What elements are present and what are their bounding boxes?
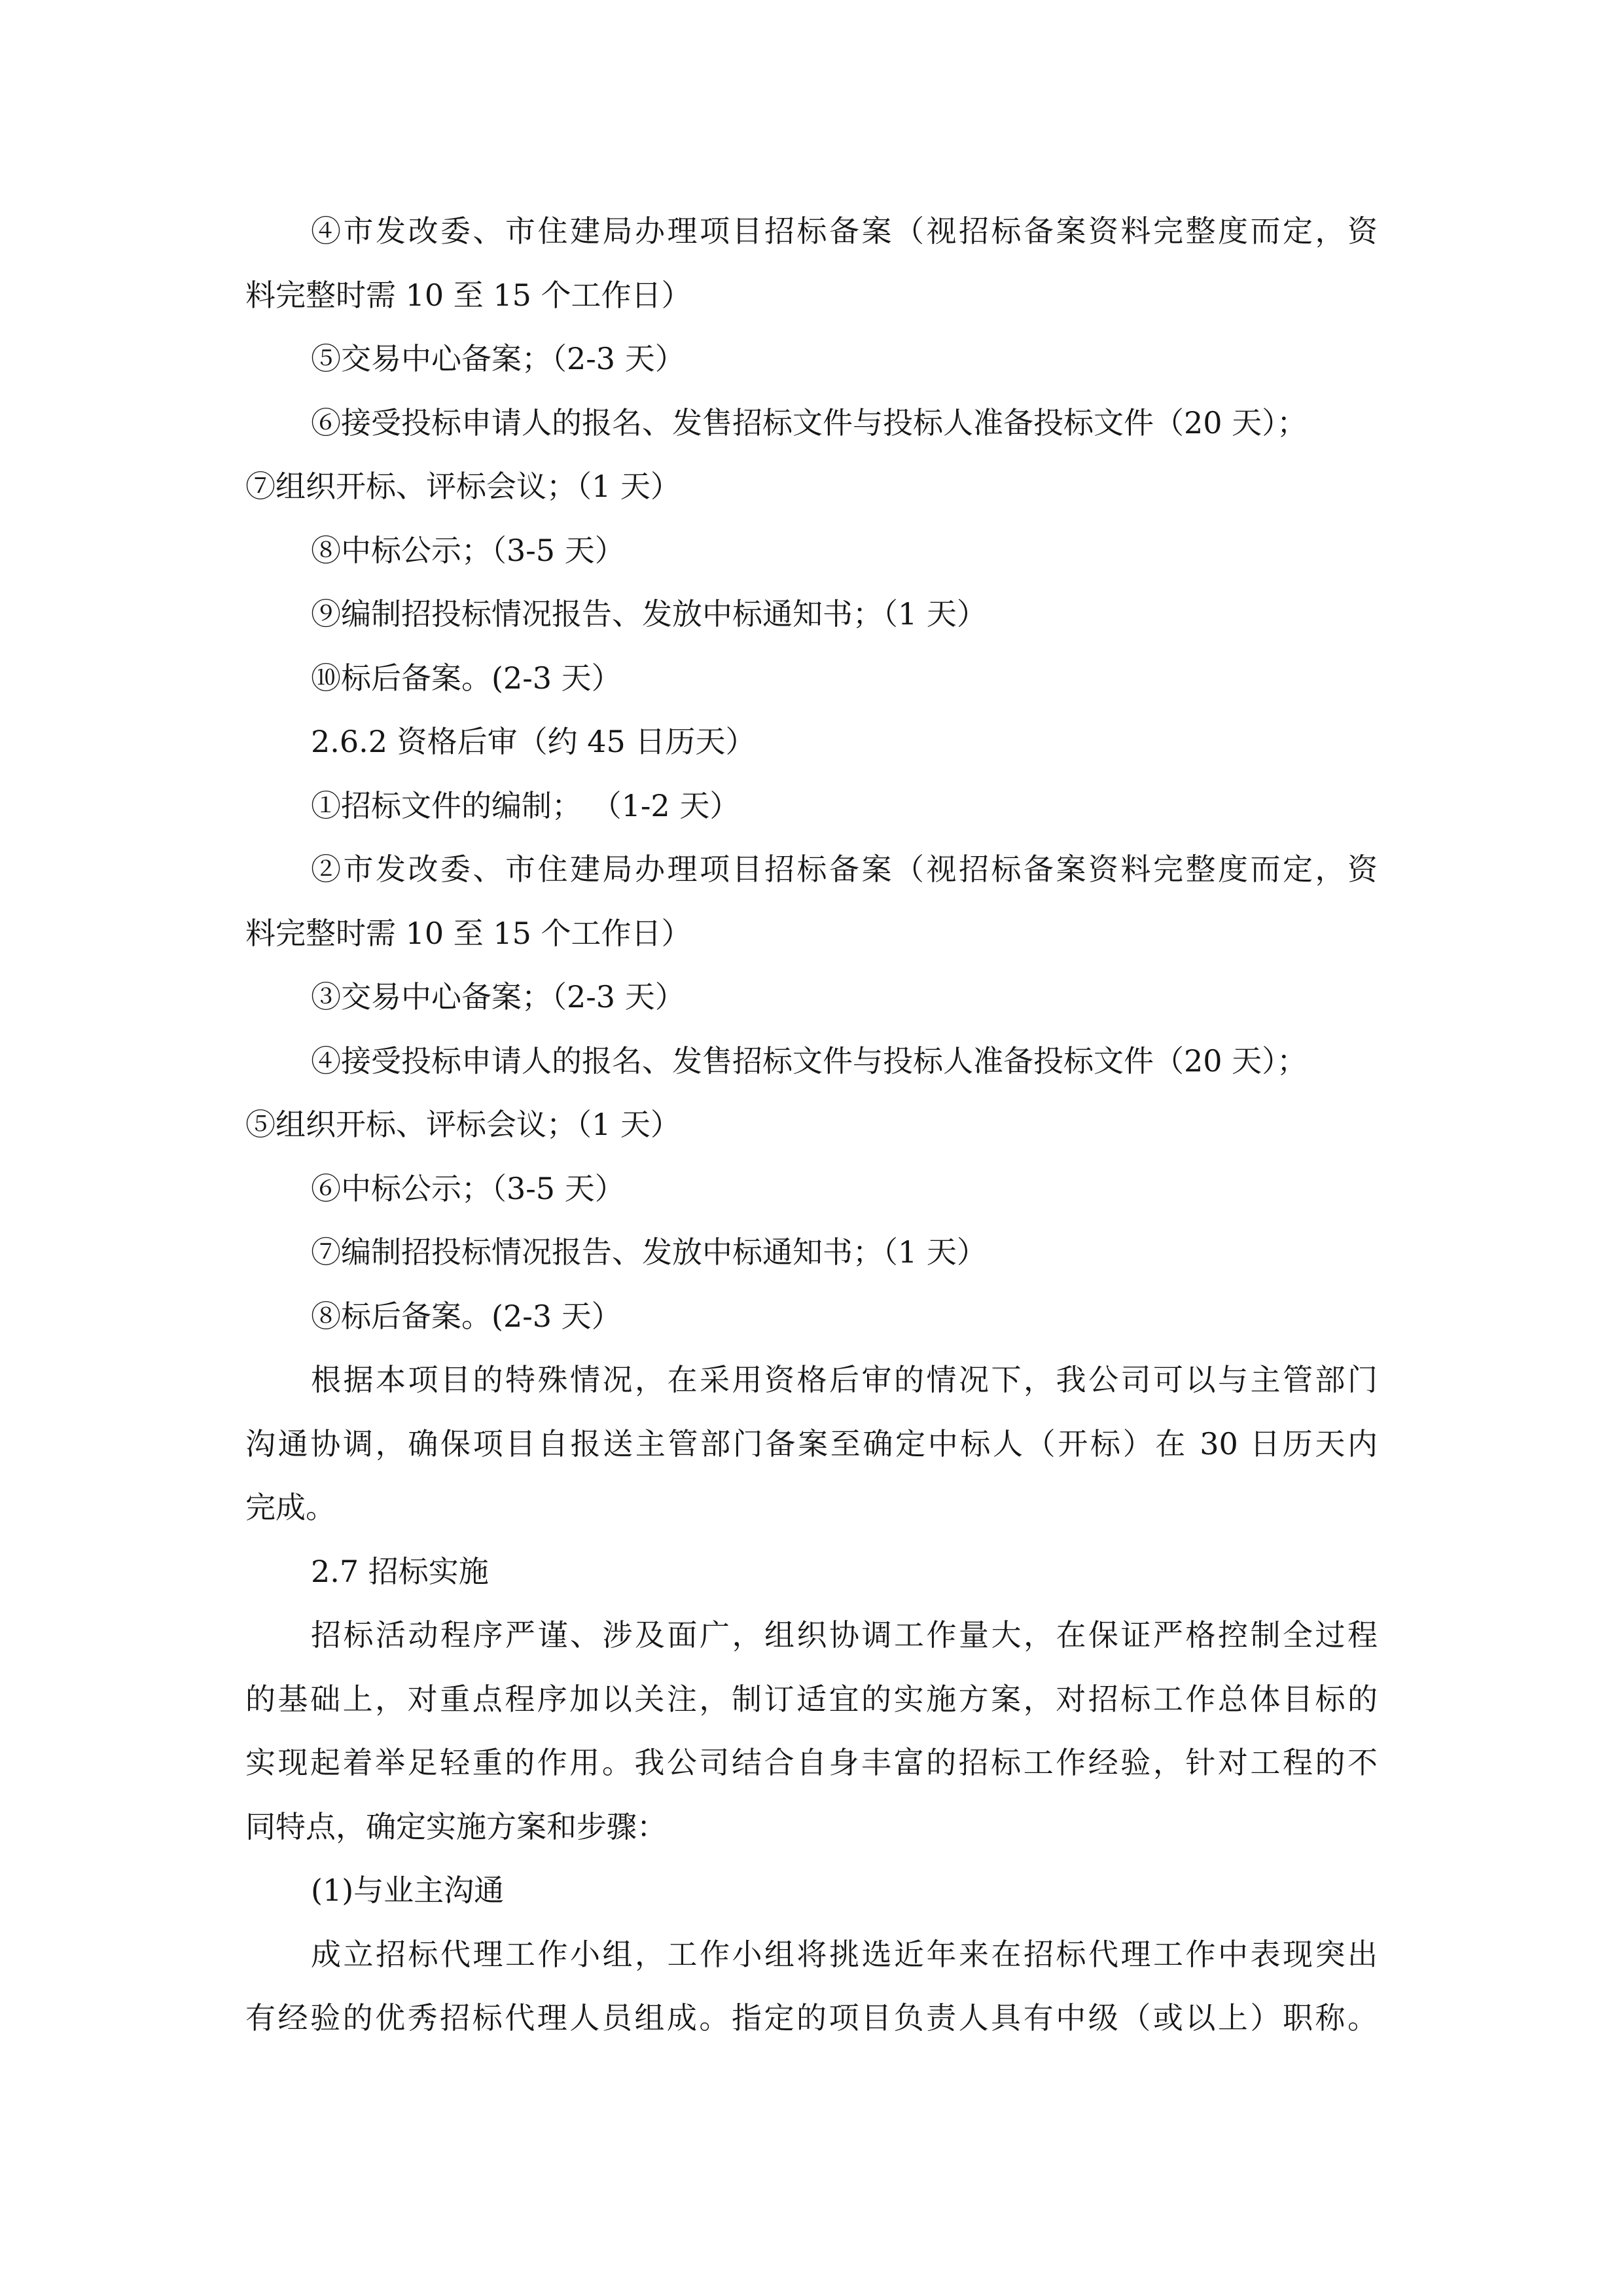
paragraph-line: 料完整时需 10 至 15 个工作日）	[245, 277, 692, 313]
paragraph-line: ⑥接受投标申请人的报名、发售招标文件与投标人准备投标文件（20 天）；	[311, 404, 1308, 440]
paragraph-line: 同特点，确定实施方案和步骤：	[245, 1808, 667, 1844]
paragraph-line: ⑤组织开标、评标会议；（1 天）	[245, 1107, 681, 1142]
paragraph-line: ①招标文件的编制； （1-2 天）	[311, 787, 740, 823]
paragraph-line: ⑨编制招投标情况报告、发放中标通知书；（1 天）	[311, 596, 987, 632]
paragraph-line: 的基础上，对重点程序加以关注，制订适宜的实施方案，对招标工作总体目标的	[245, 1681, 1378, 1717]
paragraph-line: 成立招标代理工作小组，工作小组将挑选近年来在招标代理工作中表现突出	[311, 1936, 1378, 1972]
paragraph-line: ⑩标后备案。(2-3 天）	[311, 660, 622, 696]
paragraph-line: ⑤交易中心备案；（2-3 天）	[311, 341, 685, 376]
paragraph-line: 完成。	[245, 1490, 336, 1525]
paragraph-line: 料完整时需 10 至 15 个工作日）	[245, 915, 692, 951]
paragraph-line: 招标活动程序严谨、涉及面广，组织协调工作量大，在保证严格控制全过程	[311, 1617, 1378, 1653]
paragraph-line: ⑦编制招投标情况报告、发放中标通知书；（1 天）	[311, 1234, 987, 1270]
subsection-heading: (1)与业主沟通	[311, 1873, 505, 1908]
paragraph-line: ⑥中标公示；（3-5 天）	[311, 1170, 625, 1206]
paragraph-line: ④市发改委、市住建局办理项目招标备案（视招标备案资料完整度而定，资	[311, 213, 1378, 249]
paragraph-line: ⑧标后备案。(2-3 天）	[311, 1298, 622, 1334]
document-body	[245, 200, 1378, 2051]
paragraph-line: ⑦组织开标、评标会议；（1 天）	[245, 469, 681, 504]
paragraph-line: 根据本项目的特殊情况，在采用资格后审的情况下，我公司可以与主管部门	[311, 1362, 1378, 1397]
paragraph-line: ⑧中标公示；（3-5 天）	[311, 532, 625, 568]
paragraph-line: 沟通协调，确保项目自报送主管部门备案至确定中标人（开标）在 30 日历天内	[245, 1426, 1378, 1462]
paragraph-line: ④接受投标申请人的报名、发售招标文件与投标人准备投标文件（20 天）；	[311, 1043, 1308, 1079]
paragraph-line: 有经验的优秀招标代理人员组成。指定的项目负责人具有中级（或以上）职称。	[245, 2000, 1378, 2036]
paragraph-line: 实现起着举足轻重的作用。我公司结合自身丰富的招标工作经验，针对工程的不	[245, 1745, 1378, 1780]
section-heading: 2.7 招标实施	[311, 1553, 489, 1589]
section-heading: 2.6.2 资格后审（约 45 日历天）	[311, 724, 756, 759]
paragraph-line: ③交易中心备案；（2-3 天）	[311, 979, 685, 1014]
paragraph-line: ②市发改委、市住建局办理项目招标备案（视招标备案资料完整度而定，资	[311, 852, 1378, 887]
